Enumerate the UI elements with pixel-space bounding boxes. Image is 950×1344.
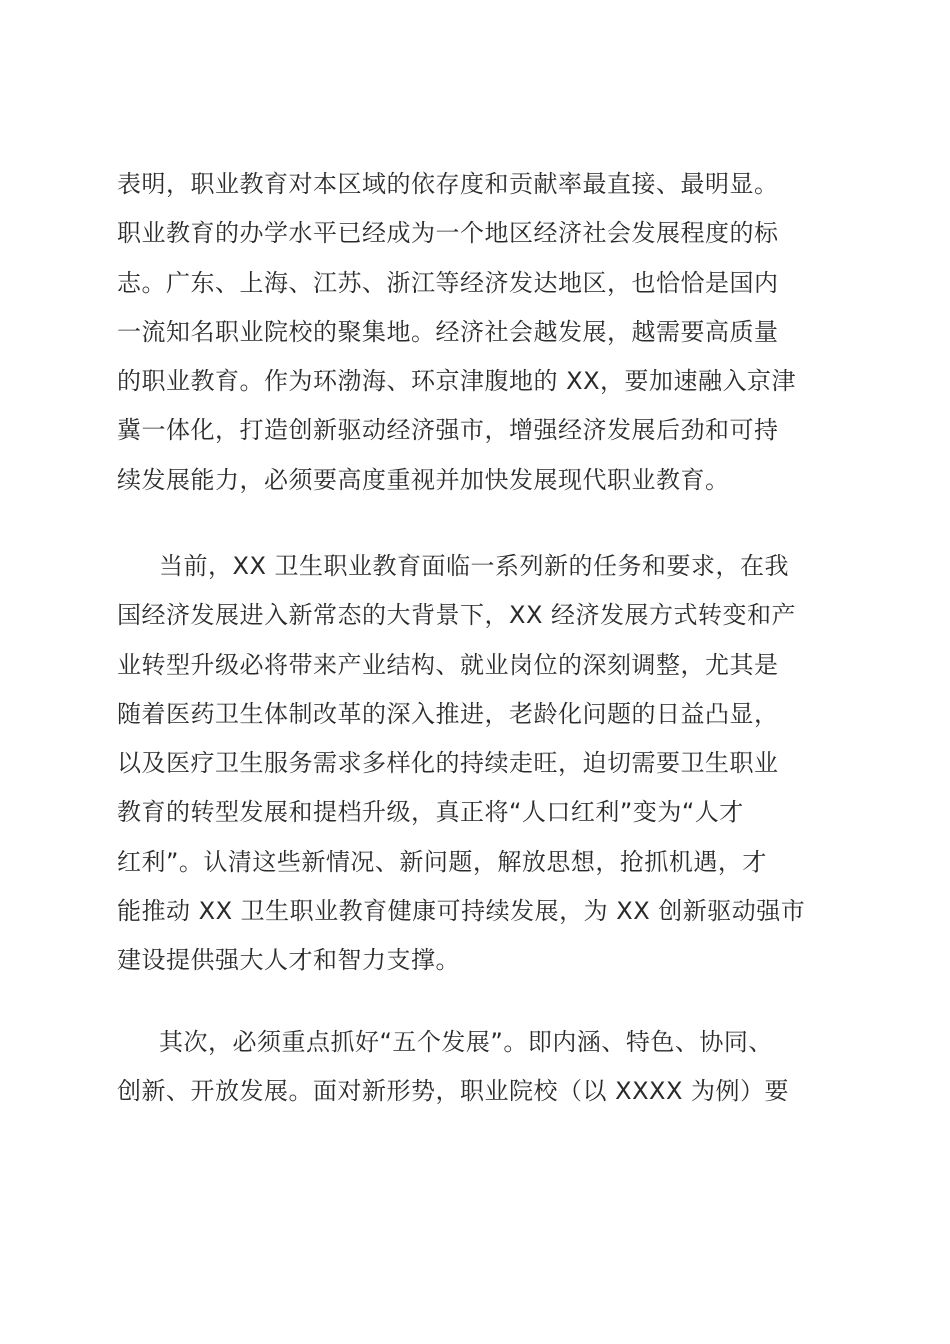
paragraph-line: 能推动 XX 卫生职业教育健康可持续发展，为 XX 创新驱动强市 [117,897,806,926]
paragraph-line: 创新、开放发展。面对新形势，职业院校（以 XXXX 为例）要 [117,1077,790,1106]
paragraph-line: 业转型升级必将带来产业结构、就业岗位的深刻调整，尤其是 [117,650,779,679]
paragraph-line: 表明，职业教育对本区域的依存度和贡献率最直接、最明显。 [117,170,779,198]
paragraph-line: 冀一体化，打造创新驱动经济强市，增强经济发展后劲和可持 [117,416,779,445]
paragraph-line: 其次，必须重点抓好“五个发展”。即内涵、特色、协同、 [159,1028,773,1056]
paragraph-line: 红利”。认清这些新情况、新问题，解放思想，抢抓机遇，才 [117,847,767,876]
paragraph-line: 职业教育的办学水平已经成为一个地区经济社会发展程度的标 [117,219,779,248]
paragraph-1 [117,160,837,505]
paragraph-line: 的职业教育。作为环渤海、环京津腹地的 XX，要加速融入京津 [117,367,797,396]
paragraph-line: 一流知名职业院校的聚集地。经济社会越发展，越需要高质量 [117,317,779,346]
paragraph-line: 随着医药卫生体制改革的深入推进，老龄化问题的日益凸显， [117,699,779,728]
paragraph-line: 志。广东、上海、江苏、浙江等经济发达地区，也恰恰是国内 [117,268,779,297]
paragraph-line: 国经济发展进入新常态的大背景下，XX 经济发展方式转变和产 [117,601,797,630]
paragraph-line: 以及医疗卫生服务需求多样化的持续走旺，迫切需要卫生职业 [117,749,779,778]
paragraph-2 [117,542,837,986]
paragraph-3 [117,1018,837,1117]
paragraph-line: 当前，XX 卫生职业教育面临一系列新的任务和要求，在我 [159,552,790,580]
paragraph-line: 教育的转型发展和提档升级，真正将“人口红利”变为“人才 [117,798,744,827]
paragraph-line: 建设提供强大人才和智力支撑。 [117,946,460,975]
paragraph-line: 续发展能力，必须要高度重视并加快发展现代职业教育。 [117,465,730,494]
